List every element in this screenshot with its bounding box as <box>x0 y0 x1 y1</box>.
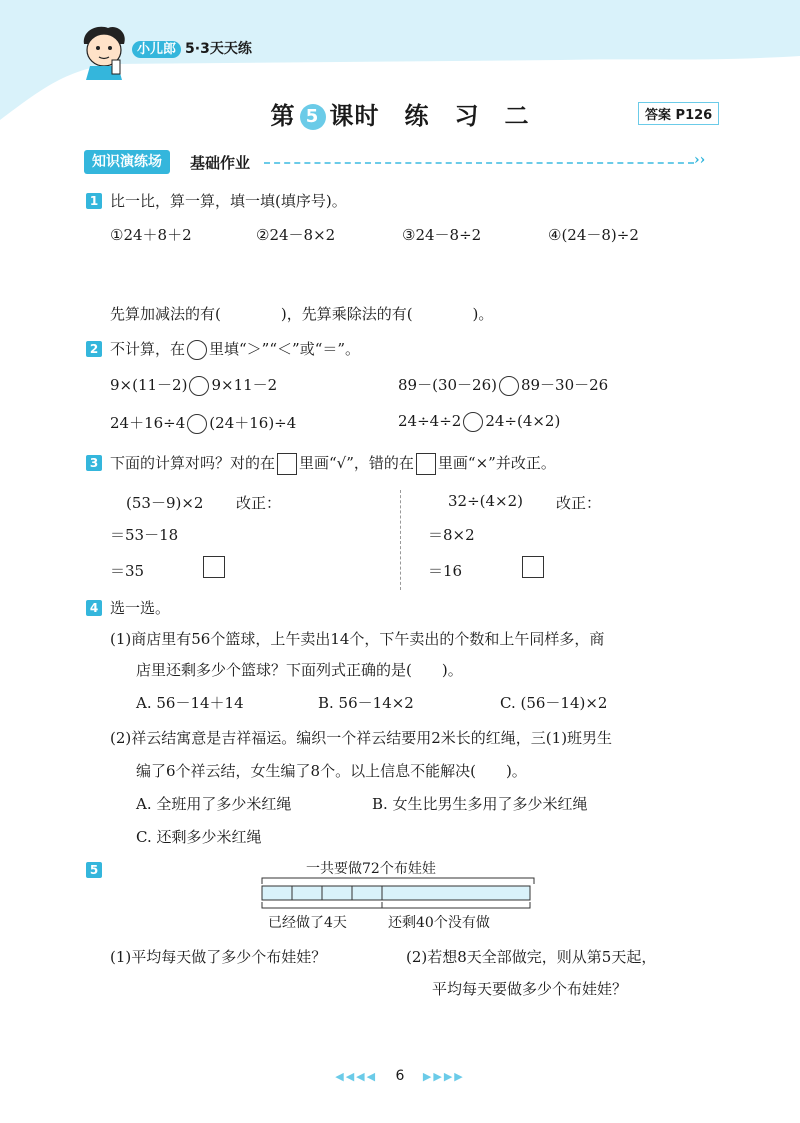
q3-left-step-1: ＝53－18 <box>110 526 179 544</box>
diagram-remaining-label: 还剩40个没有做 <box>388 915 490 931</box>
section-arrow-icon: ›› <box>694 152 706 168</box>
q2-expr: 9×11－2 <box>211 376 278 394</box>
brand-series: 5·3天天练 <box>185 41 252 57</box>
circle-icon <box>187 340 207 360</box>
diagram-done-label: 已经做了4天 <box>268 915 347 931</box>
compare-circle[interactable] <box>189 376 209 396</box>
page-number: 6 <box>395 1068 405 1084</box>
compare-circle[interactable] <box>187 414 207 434</box>
title-suffix: 课时 练 习 二 <box>329 102 530 130</box>
q1-item-2: ②24－8×2 <box>256 226 336 244</box>
segment-diagram <box>258 874 538 914</box>
section-tag: 知识演练场 <box>84 150 170 174</box>
q1-item-1: ①24＋8＋2 <box>110 226 192 244</box>
brand-logo: 小儿郎 <box>132 41 181 58</box>
q1-fill-line: 先算加减法的有( )，先算乘除法的有( )。 <box>110 305 494 323</box>
q2-expr: 89－30－26 <box>520 376 609 394</box>
q2-prompt-b: 里填“＞”“＜”或“＝”。 <box>209 340 361 358</box>
question-number-1: 1 <box>86 193 102 209</box>
q3-right-answer-box[interactable] <box>522 556 544 578</box>
page-footer <box>0 1068 800 1084</box>
question-number-2: 2 <box>86 341 102 357</box>
q3-left-step-2: ＝35 <box>110 562 145 580</box>
q2-expr: 89－(30－26) <box>398 376 497 394</box>
q3-right-fix-label: 改正： <box>556 494 602 512</box>
q1-item-4: ④(24－8)÷2 <box>548 226 639 244</box>
q4-p1-line1: (1)商店里有56个篮球，上午卖出14个，下午卖出的个数和上午同样多，商 <box>110 630 605 648</box>
compare-circle[interactable] <box>463 412 483 432</box>
q4-p1-option-c: C. (56－14)×2 <box>500 694 608 712</box>
q2-row-1-left <box>110 374 277 396</box>
section-divider <box>264 162 694 164</box>
mascot-icon <box>76 22 132 80</box>
answer-page: P126 <box>675 108 713 123</box>
question-number-3: 3 <box>86 455 102 471</box>
q2-expr: 24＋16÷4 <box>110 414 186 432</box>
lesson-number-badge: 5 <box>300 104 326 130</box>
q3-right-step-2: ＝16 <box>428 562 463 580</box>
question-number-5: 5 <box>86 862 102 878</box>
arrows-left-icon: ◀◀◀◀ <box>335 1070 378 1083</box>
brand <box>132 38 252 58</box>
q3-prompt-b: 里画“√”，错的在 <box>299 454 414 472</box>
q1-prompt: 比一比，算一算，填一填(填序号)。 <box>110 192 347 210</box>
q1-item-3: ③24－8÷2 <box>402 226 482 244</box>
square-icon <box>277 453 297 475</box>
q4-p2-option-c: C. 还剩多少米红绳 <box>136 828 262 846</box>
q3-left-answer-box[interactable] <box>203 556 225 578</box>
q3-prompt-c: 里画“×”并改正。 <box>437 454 556 472</box>
q4-p2-line1: (2)祥云结寓意是吉祥福运。编织一个祥云结要用2米长的红绳，三(1)班男生 <box>110 729 613 747</box>
q2-row-1-right <box>398 374 608 396</box>
section-subtitle: 基础作业 <box>190 154 251 172</box>
q2-expr: 9×(11－2) <box>110 376 188 394</box>
q3-prompt <box>110 452 556 475</box>
diagram-total-label: 一共要做72个布娃娃 <box>306 861 436 877</box>
q4-p2-option-b: B. 女生比男生多用了多少米红绳 <box>372 795 588 813</box>
q3-right-expr: 32÷(4×2) <box>448 492 524 510</box>
q3-right-step-1: ＝8×2 <box>428 526 475 544</box>
q3-left-expr: (53－9)×2 <box>126 494 204 512</box>
q5-sub2-line2: 平均每天要做多少个布娃娃？ <box>432 980 628 998</box>
q4-p1-option-a: A. 56－14＋14 <box>136 694 244 712</box>
q2-prompt-a: 不计算，在 <box>110 340 186 358</box>
q2-expr: 24÷4÷2 <box>398 412 462 430</box>
compare-circle[interactable] <box>499 376 519 396</box>
column-divider <box>400 490 401 590</box>
q4-p1-line2: 店里还剩多少个篮球？下面列式正确的是( )。 <box>136 661 463 679</box>
q2-row-2-right <box>398 412 560 432</box>
q4-p2-line2: 编了6个祥云结，女生编了8个。以上信息不能解决( )。 <box>136 762 527 780</box>
q4-prompt: 选一选。 <box>110 599 171 617</box>
square-icon <box>416 453 436 475</box>
arrows-right-icon: ▶▶▶▶ <box>422 1070 465 1083</box>
q4-p2-option-a: A. 全班用了多少米红绳 <box>136 795 292 813</box>
answer-label: 答案 <box>645 108 672 123</box>
title-prefix: 第 <box>270 102 296 130</box>
q3-left-fix-label: 改正： <box>236 494 282 512</box>
q4-p1-option-b: B. 56－14×2 <box>318 694 414 712</box>
q2-row-2-left <box>110 412 296 434</box>
q5-sub1: (1)平均每天做了多少个布娃娃？ <box>110 948 327 966</box>
q2-prompt <box>110 338 360 360</box>
answer-reference <box>638 102 719 125</box>
q3-prompt-a: 下面的计算对吗？对的在 <box>110 454 276 472</box>
question-number-4: 4 <box>86 600 102 616</box>
q5-sub2-line1: (2)若想8天全部做完，则从第5天起， <box>406 948 657 966</box>
q2-expr: (24＋16)÷4 <box>209 414 297 432</box>
q2-expr: 24÷(4×2) <box>485 412 561 430</box>
